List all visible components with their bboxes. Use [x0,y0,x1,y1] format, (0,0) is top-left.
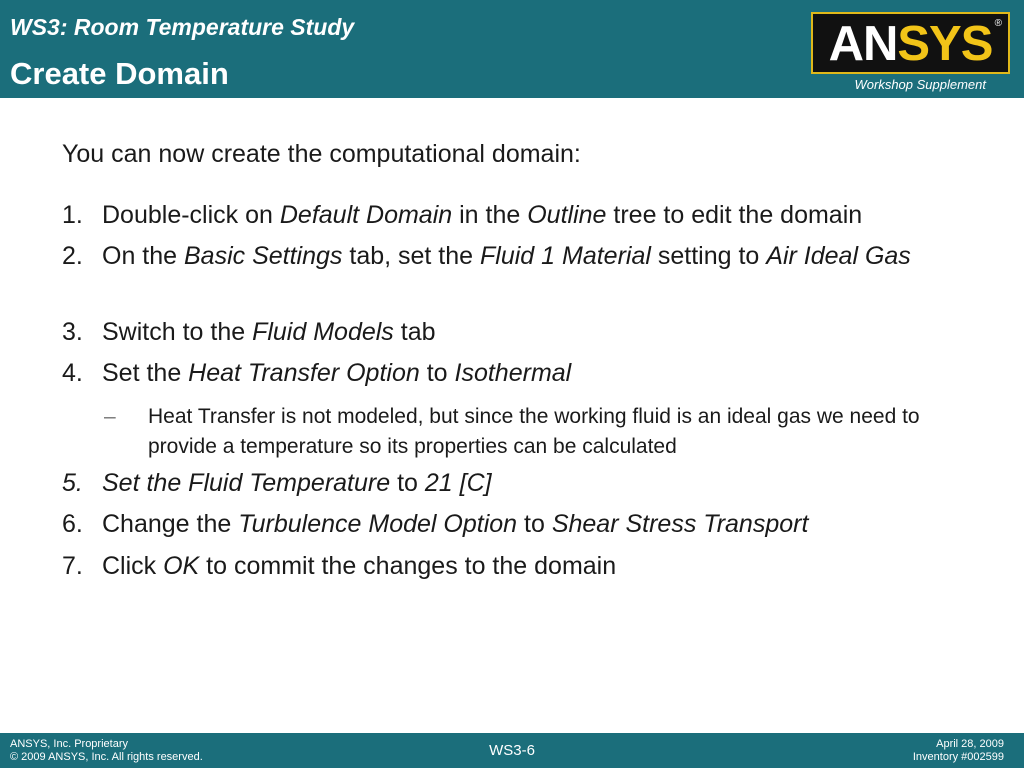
step-text-part: tab, set the [342,242,481,270]
sub-bullet-dash: – [104,405,116,428]
intro-text: You can now create the computational domain: [62,140,581,168]
step-text [102,198,982,232]
step-number: 7. [62,552,83,580]
step-text [102,239,982,273]
step-text-emphasis: Basic Settings [184,242,343,270]
footer-inventory: Inventory #002599 [912,751,1004,763]
step-number: 5. [62,469,83,497]
step-number: 2. [62,242,83,270]
step-text-emphasis: Fluid 1 Material [480,242,651,270]
step-text-part: Double-click on [102,201,280,229]
step-text-part: Switch to the [102,318,253,346]
step-text-emphasis: Fluid Models [252,318,394,346]
step-text-part: to [419,359,455,387]
slide-title: Create Domain [10,56,229,91]
step-text-part: tree to edit the domain [606,201,863,229]
sub-bullet-text: Heat Transfer is not modeled, but since the working fluid is an ideal gas we need to provide a temperature so its properties can be calculated [148,405,920,458]
step-text-emphasis: Isothermal [454,359,572,387]
step-text-part: setting to [650,242,767,270]
footer-rights: © 2009 ANSYS, Inc. All rights reserved. [10,751,203,763]
step-text-part: On the [102,242,184,270]
step-text-part: to [517,510,552,538]
footer-date-inventory [913,738,1004,764]
step-text [102,466,982,500]
step-text [102,507,982,541]
step-text-part: Set the [102,359,189,387]
step-text-emphasis: Turbulence Model Option [238,510,518,538]
ansys-logo [811,12,1010,74]
step-number: 1. [62,201,83,229]
step-text-part: Change the [102,510,239,538]
step-text-emphasis: Set the Fluid Temperature [102,469,391,497]
step-number: 4. [62,359,83,387]
slide-footer [0,733,1024,768]
logo-text-accent: SYS [897,17,993,71]
slide-header [0,0,1024,98]
step-number: 3. [62,318,83,346]
step-text-emphasis: Outline [527,201,607,229]
step-text-emphasis: Air Ideal Gas [766,242,911,270]
slide-number: WS3-6 [489,742,535,759]
footer-date: April 28, 2009 [936,738,1004,750]
step-text [102,315,982,349]
step-number: 6. [62,510,83,538]
step-text-emphasis: Heat Transfer Option [188,359,420,387]
step-text-part: to [390,469,425,497]
step-text-part: tab [393,318,436,346]
workshop-supplement-label: Workshop Supplement [854,77,986,92]
logo-text-white: AN [828,17,898,71]
step-text-emphasis: Shear Stress Transport [551,510,809,538]
step-text-part: Click [102,552,164,580]
step-text [102,356,982,390]
step-text-part: to commit the changes to the domain [199,552,617,580]
step-text-emphasis: 21 [C] [424,469,492,497]
step-text-emphasis: OK [163,552,200,580]
logo-wordmark [813,16,1008,72]
logo-registered-mark: ® [994,18,1002,29]
footer-proprietary: ANSYS, Inc. Proprietary [10,738,128,750]
step-text-part: in the [452,201,528,229]
step-text [102,549,982,583]
slide-subtitle: WS3: Room Temperature Study [10,14,355,40]
step-text-emphasis: Default Domain [279,201,453,229]
